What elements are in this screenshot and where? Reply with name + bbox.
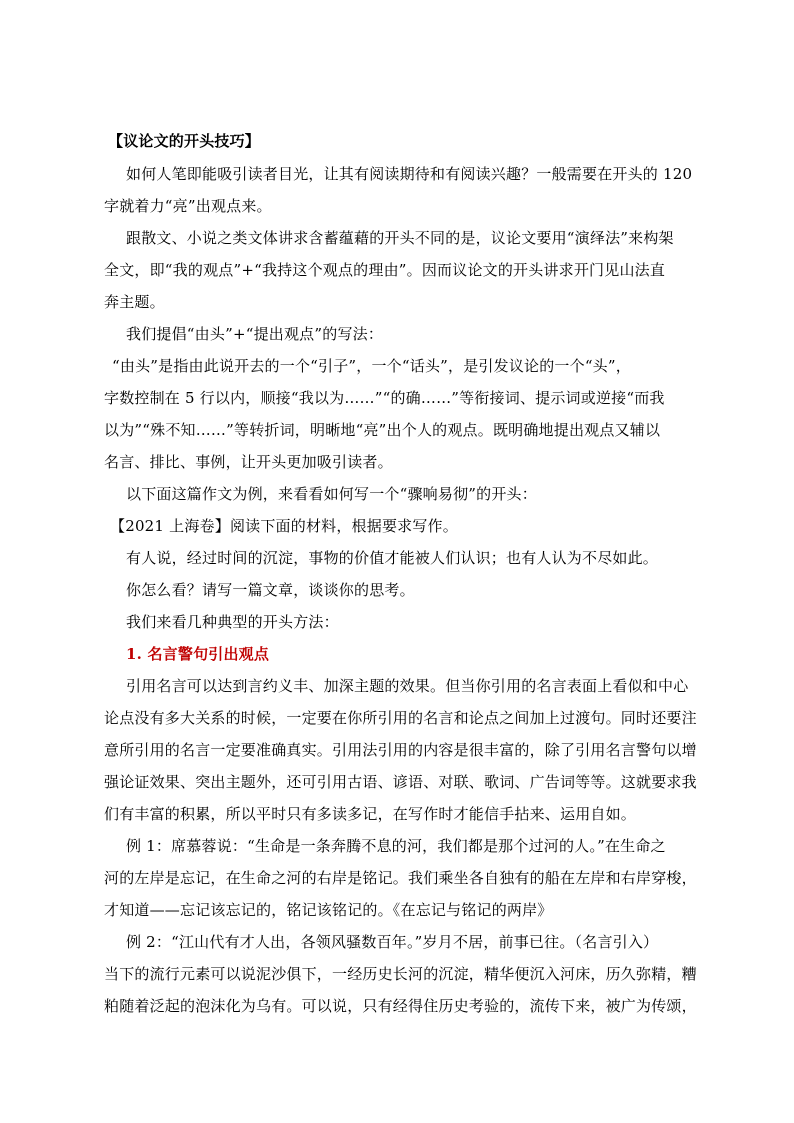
- paragraph-line: 我们来看几种典型的开头方法：: [126, 613, 339, 631]
- paragraph-line: 以为”“殊不知……”等转折词，明晰地“亮”出个人的观点。既明确地提出观点又辅以: [104, 421, 661, 439]
- paragraph-line: 字数控制在 5 行以内，顺接“我以为……”“的确……”等衔接词、提示词或逆接“而我: [104, 389, 665, 407]
- example-line: 河的左岸是忘记，在生命之河的右岸是铭记。我们乘坐各自独有的船在左岸和右岸穿梭，: [104, 869, 697, 887]
- subsection-heading: 1. 名言警句引出观点: [126, 645, 270, 663]
- example-line: 例 2：“江山代有才人出，各领风骚数百年。”岁月不居，前事已往。（名言引入）: [126, 933, 659, 951]
- paragraph-line: 们有丰富的积累，所以平时只有多读多记，在写作时才能信手拈来、运用自如。: [104, 805, 637, 823]
- paragraph-line: 以下面这篇作文为例，来看看如何写一个“骤响易彻”的开头：: [126, 485, 537, 503]
- paragraph-line: 意所引用的名言一定要准确真实。引用法引用的内容是很丰富的，除了引用名言警句以增: [104, 741, 697, 759]
- example-line: 才知道——忘记该忘记的，铭记该铭记的。《在忘记与铭记的两岸》: [104, 901, 553, 919]
- paragraph-line: 强论证效果、突出主题外，还可引用古语、谚语、对联、歌词、广告词等等。这就要求我: [104, 773, 697, 791]
- paragraph-line: 【2021 上海卷】阅读下面的材料，根据要求写作。: [110, 517, 458, 535]
- example-line: 粕随着泛起的泡沫化为乌有。可以说，只有经得住历史考验的，流传下来，被广为传颂，: [104, 997, 697, 1015]
- paragraph-line: 引用名言可以达到言约义丰、加深主题的效果。但当你引用的名言表面上看似和中心: [126, 677, 689, 695]
- paragraph-line: 如何人笔即能吸引读者目光，让其有阅读期待和有阅读兴趣？一般需要在开头的 120: [126, 165, 693, 183]
- paragraph-line: 有人说，经过时间的沉淀，事物的价值才能被人们认识；也有人认为不尽如此。: [126, 549, 659, 567]
- paragraph-line: 奔主题。: [104, 293, 165, 311]
- example-line: 当下的流行元素可以说泥沙俱下，一经历史长河的沉淀，精华便沉入河床，历久弥精，糟: [104, 965, 697, 983]
- section-title: 【议论文的开头技巧】: [108, 132, 261, 150]
- paragraph-line: 我们提倡“由头”+“提出观点”的写法：: [126, 325, 384, 343]
- paragraph-line: 跟散文、小说之类文体讲求含蓄蕴藉的开头不同的是，议论文要用“演绎法”来构架: [126, 229, 674, 247]
- paragraph-line: 名言、排比、事例，让开头更加吸引读者。: [104, 453, 393, 471]
- paragraph-line: 你怎么看？请写一篇文章，谈谈你的思考。: [126, 581, 415, 599]
- paragraph-line: “由头”是指由此说开去的一个“引子”，一个“话头”，是引发议论的一个“头”，: [112, 357, 631, 375]
- paragraph-line: 论点没有多大关系的时候，一定要在你所引用的名言和论点之间加上过渡句。同时还要注: [104, 709, 697, 727]
- example-line: 例 1：席慕蓉说：“生命是一条奔腾不息的河，我们都是那个过河的人。”在生命之: [126, 837, 666, 855]
- paragraph-line: 字就着力“亮”出观点来。: [104, 197, 272, 215]
- paragraph-line: 全文，即“我的观点”+“我持这个观点的理由”。因而议论文的开头讲求开门见山法直: [104, 261, 666, 279]
